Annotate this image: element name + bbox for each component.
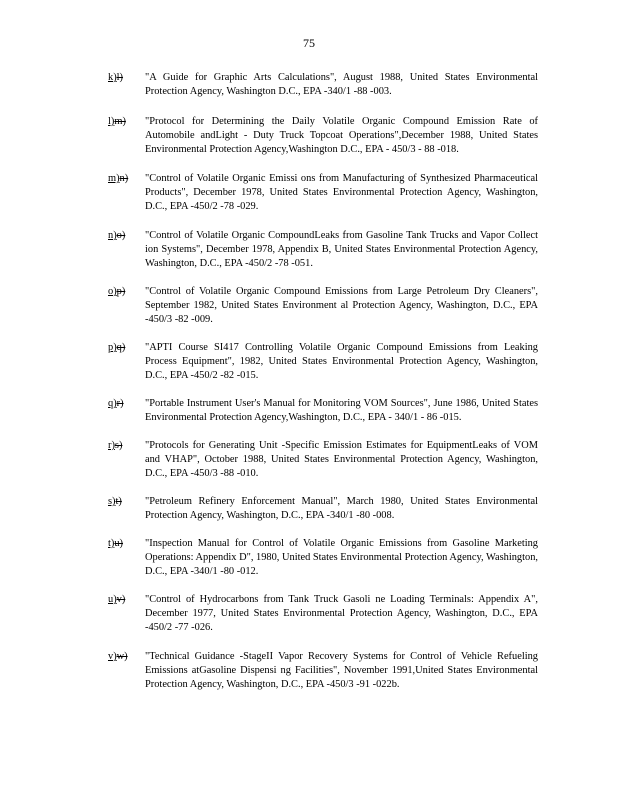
inserted-label: v) (108, 651, 117, 662)
reference-item (108, 115, 538, 157)
reference-item (108, 537, 538, 579)
inserted-label: s) (108, 496, 116, 507)
inserted-label: p) (108, 342, 117, 353)
deleted-label: o) (116, 230, 126, 241)
inserted-label: m) (108, 173, 120, 184)
deleted-label: r) (116, 398, 124, 409)
deleted-label: p) (116, 286, 126, 297)
reference-text: "Control of Volatile Organic Emissi ons from Manufacturing of Synthesized Pharmaceutical Products", December 1978, United States Environmental Protection Agency, Washington, D.C., EPA -450/2 -78 -029. (145, 173, 538, 212)
reference-item (108, 341, 538, 383)
reference-label (108, 495, 145, 523)
reference-item (108, 650, 538, 692)
deleted-label: t) (115, 496, 122, 507)
inserted-label: t) (108, 538, 115, 549)
inserted-label: o) (108, 286, 117, 297)
inserted-label: q) (108, 398, 117, 409)
reference-item (108, 71, 538, 99)
reference-label (108, 439, 145, 481)
reference-text: "Petroleum Refinery Enforcement Manual", March 1980, United States Environmental Protection Agency, Washington, D.C., EPA -340/1 -80 -008. (145, 496, 538, 521)
reference-text: "Control of Hydrocarbons from Tank Truck Gasoli ne Loading Terminals: Appendix A", December 1977, United States Environmental Protection Agency, Washington, D.C., EPA -450/2 -77 -026. (145, 594, 538, 633)
deleted-label: n) (119, 173, 129, 184)
deleted-label: s) (114, 440, 123, 451)
reference-text: "Control of Volatile Organic CompoundLeaks from Gasoline Tank Trucks and Vapor Collect ion Systems", December 1978, Appendix B, United States Environmental Protection Agency, Washington, D.C., EPA -450/2 -78 -051. (145, 230, 538, 269)
reference-list (108, 71, 538, 692)
reference-text: "APTI Course SI417 Controlling Volatile Organic Compound Emissions from Leaking Process Equipment", 1982, United States Environmental Protection Agency, Washington, D.C., EPA -450/2 -82 -015. (145, 342, 538, 381)
deleted-label: q) (116, 342, 126, 353)
inserted-label: r) (108, 440, 115, 451)
reference-label (108, 172, 145, 214)
reference-item (108, 439, 538, 481)
inserted-label: u) (108, 594, 117, 605)
reference-label (108, 650, 145, 692)
reference-item (108, 172, 538, 214)
reference-item (108, 397, 538, 425)
reference-item (108, 495, 538, 523)
reference-text: "Protocols for Generating Unit -Specific Emission Estimates for EquipmentLeaks of VOM and VHAP", October 1988, United States Environmental Protection Agency, Washington, D.C., EPA -450/3 -88 -010. (145, 440, 538, 479)
deleted-label: v) (116, 594, 126, 605)
deleted-label: w) (116, 651, 128, 662)
inserted-label: k) (108, 72, 117, 83)
reference-label (108, 285, 145, 327)
reference-label (108, 341, 145, 383)
reference-item (108, 229, 538, 271)
reference-text: "Inspection Manual for Control of Volatile Organic Emissions from Gasoline Marketing Operations: Appendix D", 1980, United States Environmental Protection Agency, Washington, D.C., EPA -340/1 -80 -012. (145, 538, 538, 577)
reference-item (108, 593, 538, 635)
deleted-label: m) (114, 116, 126, 127)
deleted-label: u) (114, 538, 124, 549)
inserted-label: n) (108, 230, 117, 241)
reference-text: "Technical Guidance -StageII Vapor Recovery Systems for Control of Vehicle Refueling Emissions atGasoline Dispensi ng Facilities", November 1991,United States Environmental Protection Agency, Washington, D.C., EPA -450/3 -91 -022b. (145, 651, 538, 690)
reference-text: "Portable Instrument User's Manual for Monitoring VOM Sources", June 1986, United States Environmental Protection Agency,Washington, D.C., EPA - 340/1 - 86 -015. (145, 398, 538, 423)
reference-label (108, 537, 145, 579)
reference-text: "Control of Volatile Organic Compound Emissions from Large Petroleum Dry Cleaners", September 1982, United States Environment al Protection Agency, Washington, D.C., EPA -450/3 -82 -009. (145, 286, 538, 325)
reference-label (108, 229, 145, 271)
deleted-label: l) (116, 72, 124, 83)
reference-label (108, 71, 145, 99)
reference-label (108, 593, 145, 635)
inserted-label: l) (108, 116, 115, 127)
reference-label (108, 397, 145, 425)
reference-text: "A Guide for Graphic Arts Calculations", August 1988, United States Environmental Protection Agency, Washington D.C., EPA -340/1 -88 -003. (145, 72, 538, 97)
reference-item (108, 285, 538, 327)
page-number: 75 (303, 36, 315, 50)
reference-text: "Protocol for Determining the Daily Volatile Organic Compound Emission Rate of Automobile andLight - Duty Truck Topcoat Operations",December 1988, United States Environmental Protection Agency,Washington D.C., EPA - 450/3 - 88 -018. (145, 116, 538, 155)
reference-label (108, 115, 145, 157)
